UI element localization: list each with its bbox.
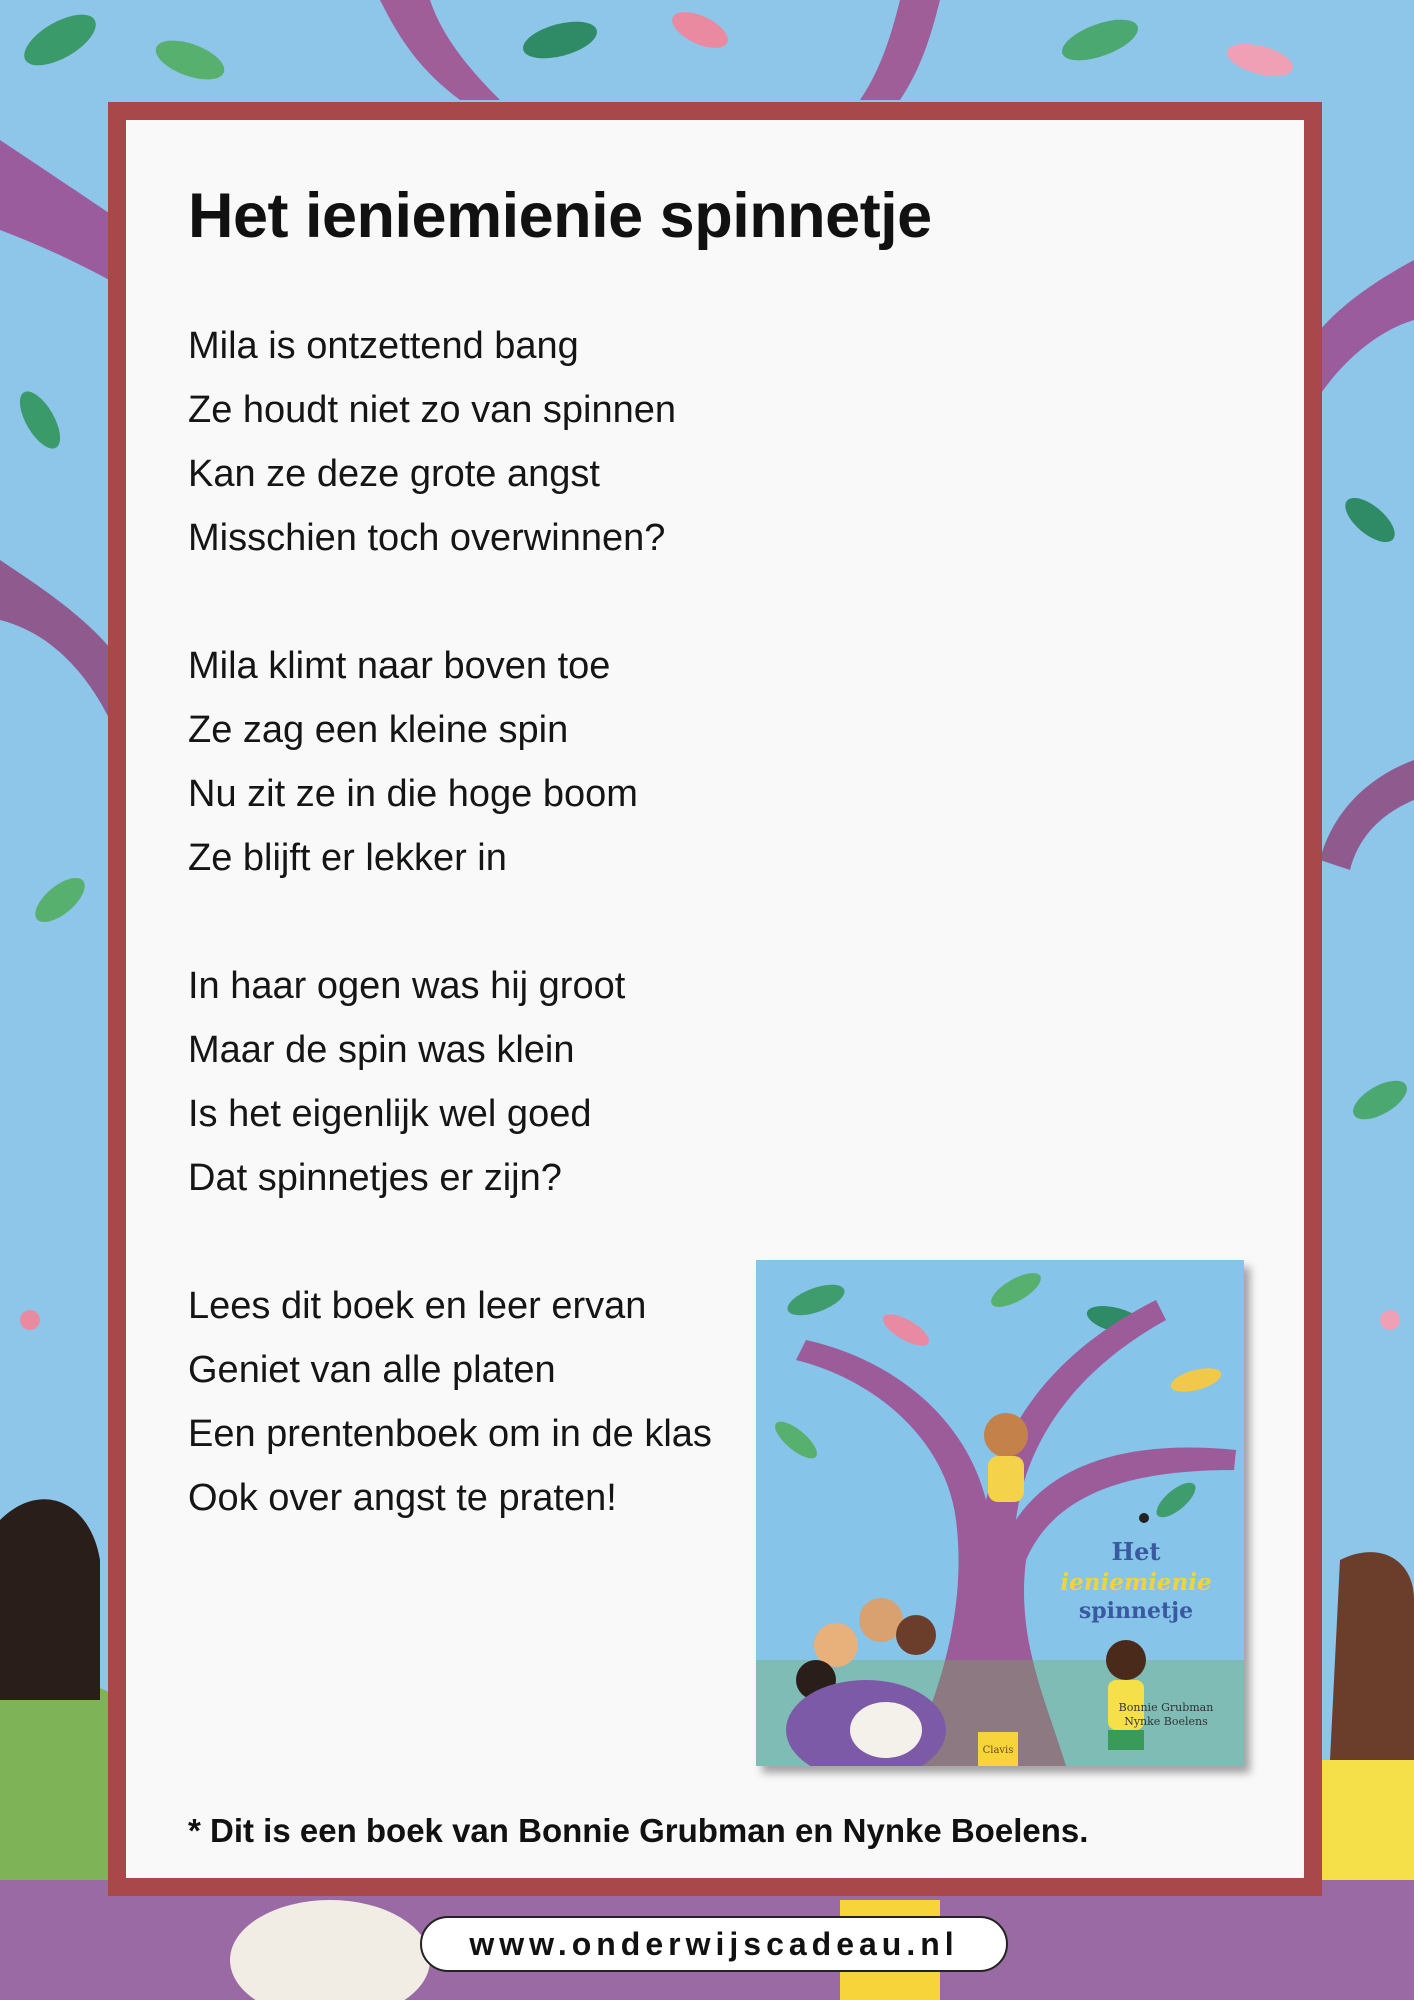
book-cover-image	[756, 1260, 1244, 1766]
poem-line: Een prentenboek om in de klas	[188, 1413, 712, 1455]
poem-line: Ze zag een kleine spin	[188, 709, 569, 751]
poem-stanza-2	[188, 634, 748, 890]
poem-line: Mila is ontzettend bang	[188, 325, 579, 367]
poem-line: Geniet van alle platen	[188, 1349, 556, 1391]
poem-stanza-1	[188, 314, 748, 570]
cover-title-line-3: spinnetje	[1078, 1598, 1194, 1624]
cover-author-2: Nynke Boelens	[1124, 1715, 1208, 1728]
footnote: * Dit is een boek van Bonnie Grubman en Nynke Boelens.	[188, 1812, 1089, 1849]
cover-title-line-1: Het	[1111, 1537, 1161, 1566]
poem	[188, 314, 748, 1594]
poem-line: Nu zit ze in die hoge boom	[188, 773, 638, 815]
page-title: Het ieniemienie spinnetje	[188, 181, 932, 251]
poem-stanza-3	[188, 954, 748, 1210]
poem-line: Mila klimt naar boven toe	[188, 645, 611, 687]
poem-card	[126, 120, 1304, 1878]
poem-line: In haar ogen was hij groot	[188, 965, 626, 1007]
poem-line: Lees dit boek en leer ervan	[188, 1285, 647, 1327]
poem-line: Maar de spin was klein	[188, 1029, 575, 1071]
cover-publisher: Clavis	[982, 1745, 1014, 1756]
poem-line: Misschien toch overwinnen?	[188, 517, 666, 559]
cover-author-1: Bonnie Grubman	[1118, 1701, 1214, 1714]
poem-line: Is het eigenlijk wel goed	[188, 1093, 592, 1135]
poem-stanza-4	[188, 1274, 748, 1530]
cover-title-line-2: ieniemienie	[1060, 1569, 1212, 1596]
poem-line: Ook over angst te praten!	[188, 1477, 617, 1519]
poem-line: Kan ze deze grote angst	[188, 453, 600, 495]
poem-line: Ze houdt niet zo van spinnen	[188, 389, 677, 431]
website-link[interactable]: www.onderwijscadeau.nl	[420, 1916, 1008, 1972]
poem-line: Dat spinnetjes er zijn?	[188, 1157, 562, 1199]
poem-line: Ze blijft er lekker in	[188, 837, 507, 879]
